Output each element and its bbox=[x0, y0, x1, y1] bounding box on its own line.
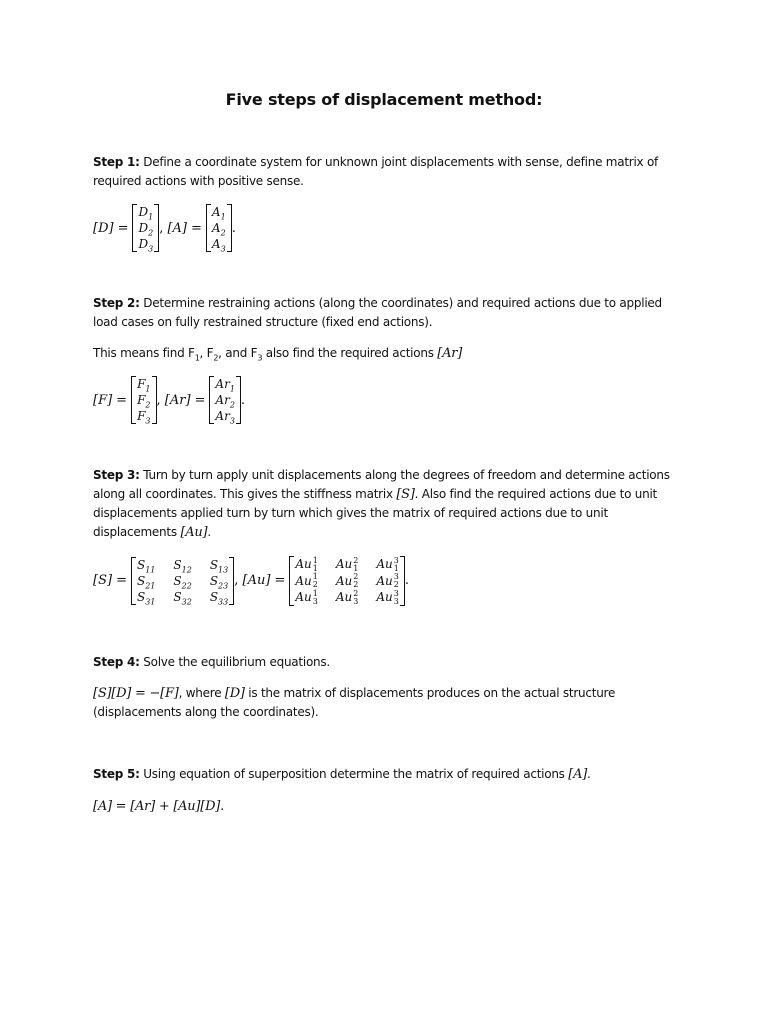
step4-paragraph: Step 4: Solve the equilibrium equations. bbox=[93, 655, 330, 669]
matrix-ar: $Ar_1$ $Ar_2$ $Ar_3$ bbox=[209, 376, 241, 424]
matrix-f: $F_1$ $F_2$ $F_3$ bbox=[131, 376, 156, 424]
page-title: Five steps of displacement method: bbox=[225, 90, 543, 109]
step2-text: Determine restraining actions (along the coordinates) and required actions due to applied load cases on fully restrained structure (fixed end actions). bbox=[93, 296, 662, 329]
step1-paragraph bbox=[93, 153, 683, 191]
step1-lhs2: [A] bbox=[167, 220, 188, 236]
matrix-a: $A_1$ $A_2$ $A_3$ bbox=[206, 204, 232, 252]
step2-line2: This means find $F_1$, $F_2$, and $F_3$ also find the required actions [Ar] bbox=[93, 346, 463, 363]
step3-equation: [S] = $S_{11}$ $S_{12}$ $S_{13}$ $S_{21}$ $S_{22}$ $S_{23}$ $S_{31}$ $S_{32}$ $S_{33}$ , [Au] = Au 1 1 Au 2 1 Au 3 1 Au 1 2 Au 2 2 Au 3 2 Au 1 3 Au 2 3 Au 3 3 . bbox=[93, 555, 409, 607]
step3-lhs2: [Au] bbox=[242, 573, 271, 589]
step2-lhs2: [Ar] bbox=[164, 392, 191, 408]
step5-equation: [A] = [Ar] + [Au][D]. bbox=[93, 799, 224, 814]
step3-label: Step 3: bbox=[93, 468, 140, 482]
step2-equation: [F] = $F_1$ $F_2$ $F_3$ , [Ar] = $Ar_1$ $Ar_2$ $Ar_3$ . bbox=[93, 377, 246, 426]
matrix-au: Au 1 1 Au 2 1 Au 3 1 Au 1 2 Au 2 2 Au 3 2 Au 1 3 Au 2 3 Au 3 3 bbox=[289, 556, 405, 606]
step2-label: Step 2: bbox=[93, 296, 140, 310]
step4-equation-paragraph: [S][D] = −[F], where [D] is the matrix of displacements produces on the actual structure (displacements along the coordinates). bbox=[93, 686, 616, 719]
step1-lhs1: [D] bbox=[93, 220, 114, 236]
step2-lhs1: [F] bbox=[93, 392, 113, 408]
step1-text: Define a coordinate system for unknown joint displacements with sense, define matrix of required actions with positive sense. bbox=[93, 155, 659, 188]
step3-lhs1: [S] bbox=[93, 573, 113, 589]
matrix-d: $D_1$ $D_2$ $D_3$ bbox=[132, 204, 159, 252]
step4-label: Step 4: bbox=[93, 655, 140, 669]
step5-label: Step 5: bbox=[93, 767, 140, 781]
step1-label: Step 1: bbox=[93, 155, 140, 169]
step2-paragraph bbox=[93, 294, 683, 332]
step1-equation: [D] = $D_1$ $D_2$ $D_3$ , [A] = $A_1$ $A_2$ $A_3$ . bbox=[93, 205, 236, 254]
step3-paragraph: Step 3: Turn by turn apply unit displacements along the degrees of freedom and determine actions along all coordinates. This gives the stiffness matrix [S]. Also find the required actions due to unit displacements applied turn by turn which gives the matrix of required actions due to unit displacements [Au]. bbox=[93, 468, 670, 540]
matrix-s: $S_{11}$ $S_{12}$ $S_{13}$ $S_{21}$ $S_{22}$ $S_{23}$ $S_{31}$ $S_{32}$ $S_{33}$ bbox=[131, 557, 234, 605]
step5-paragraph: Step 5: Using equation of superposition determine the matrix of required actions [A]. bbox=[93, 767, 591, 782]
